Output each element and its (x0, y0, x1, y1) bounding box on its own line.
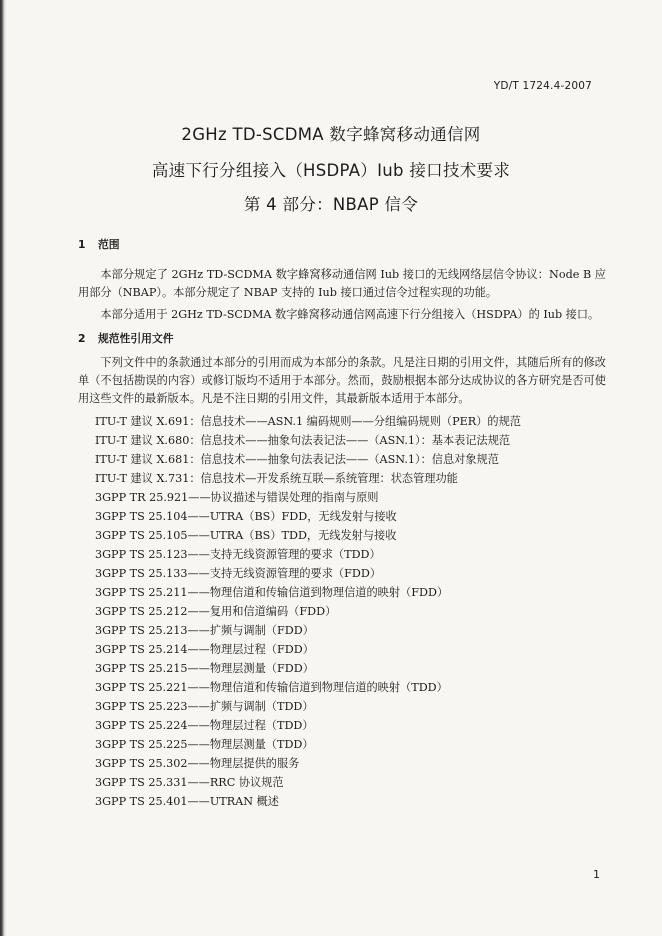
section-title: 范围 (98, 238, 120, 251)
reference-item: 3GPP TS 25.225——物理层测量（TDD） (95, 738, 314, 751)
reference-item: ITU-T 建议 X.731：信息技术—开发系统互联—系统管理：状态管理功能 (95, 472, 458, 485)
section-heading-normative-references (78, 330, 606, 348)
reference-item: 3GPP TS 25.123——支持无线资源管理的要求（TDD） (95, 548, 381, 561)
reference-item: 3GPP TS 25.104——UTRA（BS）FDD，无线发射与接收 (95, 510, 397, 523)
page-number: 1 (593, 868, 600, 881)
document-title-line-3: 第 4 部分：NBAP 信令 (243, 195, 419, 214)
reference-item: 3GPP TS 25.221——物理信道和传输信道到物理信道的映射（TDD） (95, 681, 448, 694)
reference-list (78, 412, 606, 811)
reference-item: 3GPP TS 25.302——物理层提供的服务 (95, 757, 300, 770)
section-number: 1 (78, 238, 86, 251)
section-heading-scope (78, 236, 606, 254)
document-number: YD/T 1724.4-2007 (493, 80, 592, 92)
reference-item: 3GPP TS 25.215——物理层测量（FDD） (95, 662, 314, 675)
reference-item: 3GPP TS 25.224——物理层过程（TDD） (95, 719, 314, 732)
reference-item: 3GPP TS 25.223——扩频与调制（TDD） (95, 700, 314, 713)
reference-item: 3GPP TS 25.401——UTRAN 概述 (95, 795, 279, 808)
reference-item: ITU-T 建议 X.680：信息技术——抽象句法表记法——（ASN.1）：基本表记法规范 (95, 434, 511, 447)
reference-item: 3GPP TS 25.211——物理信道和传输信道到物理信道的映射（FDD） (95, 586, 449, 599)
reference-item: 3GPP TS 25.133——支持无线资源管理的要求（FDD） (95, 567, 382, 580)
section-title: 规范性引用文件 (98, 332, 174, 345)
reference-item: 3GPP TS 25.213——扩频与调制（FDD） (95, 624, 314, 637)
scope-paragraph-2: 本部分适用于 2GHz TD-SCDMA 数字蜂窝移动通信网高速下行分组接入（HSDPA）的 Iub 接口。 (100, 308, 600, 321)
section-number: 2 (78, 332, 86, 345)
reference-item: ITU-T 建议 X.681：信息技术——抽象句法表记法——（ASN.1）：信息对象规范 (95, 453, 499, 466)
reference-item: 3GPP TS 25.331——RRC 协议规范 (95, 776, 284, 789)
reference-item: 3GPP TS 25.214——物理层过程（FDD） (95, 643, 314, 656)
reference-item: 3GPP TS 25.105——UTRA（BS）TDD，无线发射与接收 (95, 529, 397, 542)
document-body (78, 236, 606, 811)
references-intro-paragraph: 下列文件中的条款通过本部分的引用而成为本部分的条款。凡是注日期的引用文件，其随后所有的修改单（不包括勘误的内容）或修订版均不适用于本部分。然而，鼓励根据本部分达成协议的各方研究是否可使用这些文件的最新版本。凡是不注日期的引用文件，其最新版本适用于本部分。 (78, 356, 606, 405)
reference-item: 3GPP TR 25.921——协议描述与错误处理的指南与原则 (95, 491, 379, 504)
reference-item: ITU-T 建议 X.691：信息技术——ASN.1 编码规则——分组编码规则（PER）的规范 (95, 415, 521, 428)
reference-item: 3GPP TS 25.212——复用和信道编码（FDD） (95, 605, 337, 618)
document-title-line-2: 高速下行分组接入（HSDPA）Iub 接口技术要求 (151, 161, 511, 180)
scope-paragraph-1: 本部分规定了 2GHz TD-SCDMA 数字蜂窝移动通信网 Iub 接口的无线网络层信令协议：Node B 应用部分（NBAP）。本部分规定了 NBAP 支持的 Iub 接口通过信令过程实现的功能。 (78, 268, 606, 299)
document-title-line-1: 2GHz TD-SCDMA 数字蜂窝移动通信网 (181, 125, 481, 144)
